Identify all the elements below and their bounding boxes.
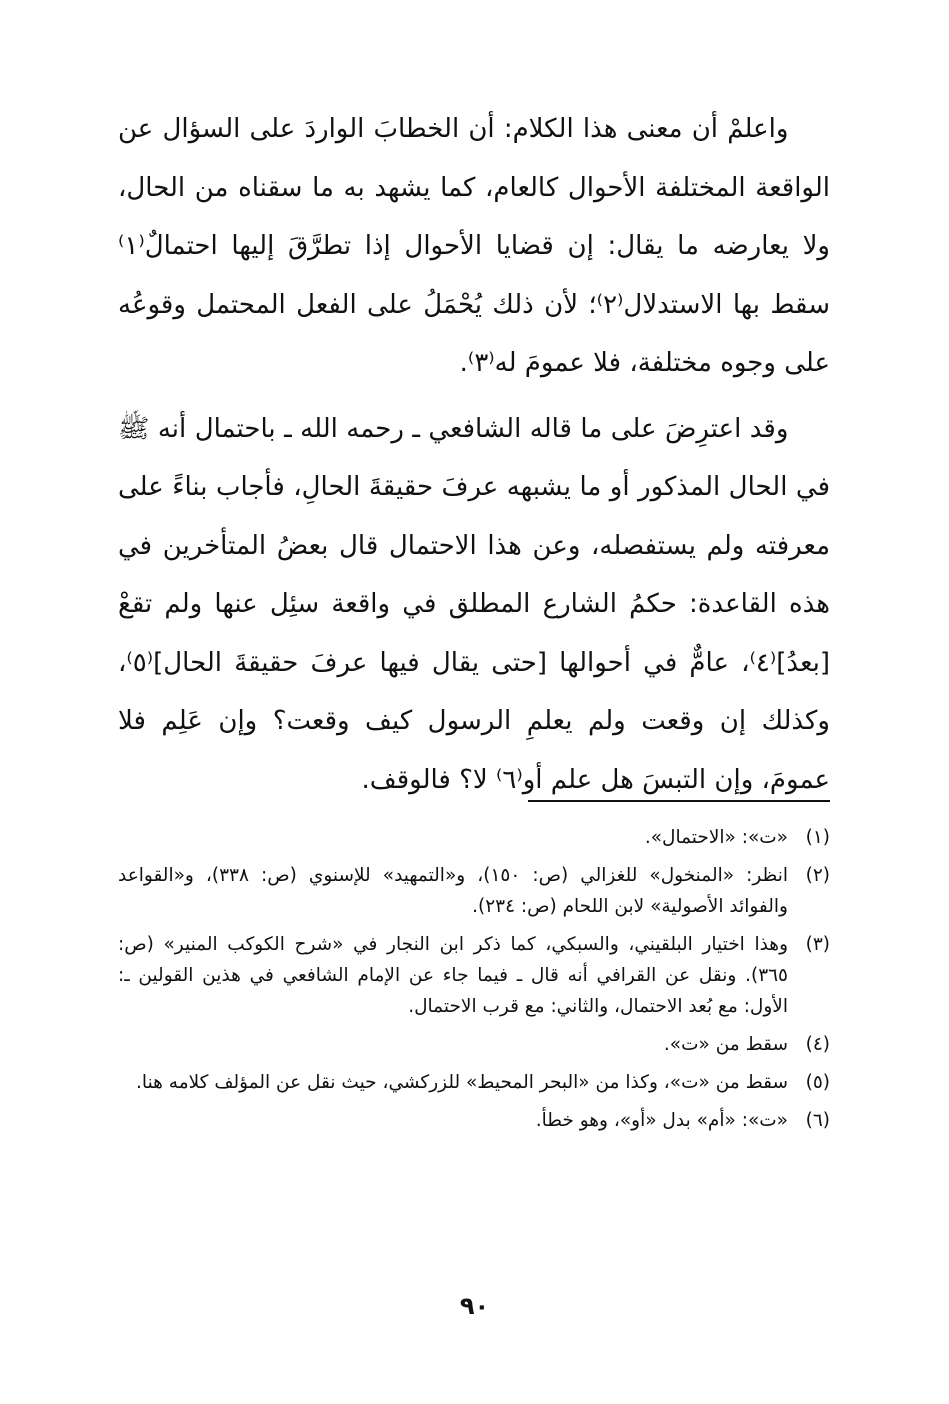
page-number: ٩٠ <box>459 1292 490 1320</box>
main-text <box>118 100 830 809</box>
footnote-2 <box>118 860 830 922</box>
paragraph-1: واعلمْ أن معنى هذا الكلام: أن الخطابَ الواردَ على السؤال عن الواقعة المختلفة الأحوال كالعام، كما يشهد به ما سقناه من الحال، ولا يعارضه ما يقال: إن قضايا الأحوال إذا تطرَّقَ إليها احتمالٌ⁽١⁾ سقط بها الاستدلال⁽٢⁾؛ لأن ذلك يُحْمَلُ على الفعل المحتمل وقوعُه على وجوه مختلفة، فلا عمومَ له⁽٣⁾. <box>118 114 830 378</box>
paragraph-2: وقد اعترِضَ على ما قاله الشافعي ـ رحمه الله ـ باحتمال أنه ﷺ في الحال المذكور أو ما يشبهه عرفَ حقيقةَ الحالِ، فأجاب بناءً على معرفته ولم يستفصله، وعن هذا الاحتمال قال بعضُ المتأخرين في هذه القاعدة: حكمُ الشارع المطلق في واقعة سئِل عنها ولم تقعْ [بعدُ]⁽٤⁾، عامٌّ في أحوالها [حتى يقال فيها عرفَ حقيقةَ الحال]⁽٥⁾، وكذلك إن وقعت ولم يعلمِ الرسول كيف وقعت؟ وإن عَلِم فلا عمومَ، وإن التبسَ هل علم أو⁽٦⁾ لا؟ فالوقف. <box>118 413 830 795</box>
footnote-text: «ت»: «أم» بدل «أو»، وهو خطأ. <box>535 1110 788 1131</box>
footnote-text: سقط من «ت»، وكذا من «البحر المحيط» للزركشي، حيث نقل عن المؤلف كلامه هنا. <box>136 1072 788 1093</box>
footnote-text: سقط من «ت». <box>663 1034 788 1055</box>
footnote-separator <box>528 800 830 802</box>
footnote-number: (٤) <box>805 1034 830 1055</box>
footnote-number: (٦) <box>805 1110 830 1131</box>
footnote-text: انظر: «المنخول» للغزالي (ص: ١٥٠)، و«التمهيد» للإسنوي (ص: ٣٣٨)، و«القواعد والفوائد الأصولية» لابن اللحام (ص: ٢٣٤). <box>118 865 789 917</box>
footnote-number: (١) <box>805 827 830 848</box>
footnote-text: وهذا اختيار البلقيني، والسبكي، كما ذكر ابن النجار في «شرح الكوكب المنير» (ص: ٣٦٥). ونقل عن القرافي أنه قال ـ فيما جاء عن الإمام الشافعي في هذين القولين ـ: الأول: مع بُعد الاحتمال، والثاني: مع قرب الاحتمال. <box>118 934 788 1017</box>
footnote-6 <box>118 1105 830 1136</box>
footnote-1 <box>118 822 830 853</box>
footnote-4 <box>118 1029 830 1060</box>
footnotes <box>118 822 830 1143</box>
footnote-number: (٣) <box>805 934 830 955</box>
footnote-number: (٥) <box>805 1072 830 1093</box>
footnote-text: «ت»: «الاحتمال». <box>644 827 788 848</box>
footnote-5 <box>118 1067 830 1098</box>
footnote-3 <box>118 929 830 1022</box>
footnote-number: (٢) <box>805 865 830 886</box>
